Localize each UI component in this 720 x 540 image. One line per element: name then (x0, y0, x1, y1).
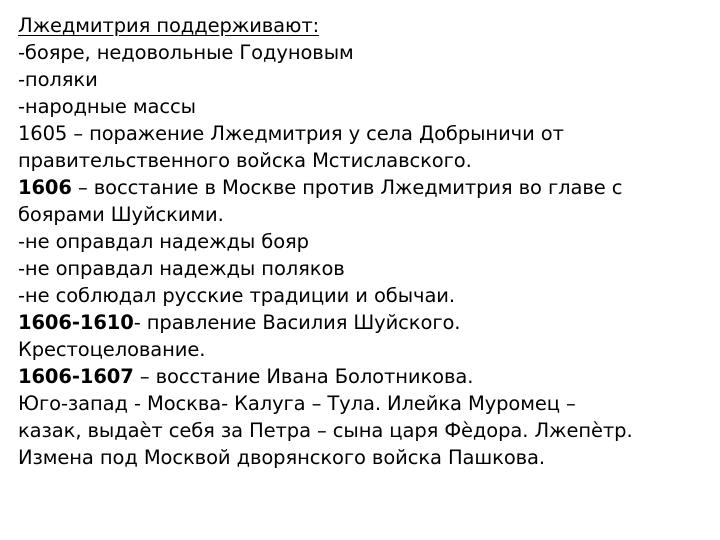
reign-years: 1606-1610 (18, 311, 134, 334)
supporter-item: -поляки (18, 68, 98, 91)
event-1605-line: 1605 – поражение Лжедмитрия у села Добрыничи от (18, 122, 564, 145)
route-line: казак, выдаѐт себя за Петра – сына царя Фѐдора. Лжепѐтр. (18, 419, 633, 442)
event-1606-line (18, 174, 710, 201)
event-1606-text: – восстание в Москве против Лжедмитрия во главе с (71, 176, 623, 199)
supporter-item: -бояре, недовольные Годуновым (18, 41, 354, 64)
reason-item: -не соблюдал русские традиции и обычаи. (18, 284, 455, 307)
uprising-text: – восстание Ивана Болотникова. (133, 365, 474, 388)
event-1606-year: 1606 (18, 176, 72, 199)
reign-line: Крестоцелование. (18, 338, 206, 361)
uprising-years: 1606-1607 (18, 365, 134, 388)
reason-item: -не оправдал надежды бояр (18, 230, 309, 253)
heading: Лжедмитрия поддерживают: (18, 14, 320, 37)
route-line: Измена под Москвой дворянского войска Пашкова. (18, 446, 545, 469)
uprising-line (18, 363, 710, 390)
event-1606-line: боярами Шуйскими. (18, 203, 224, 226)
supporter-item: -народные массы (18, 95, 196, 118)
reign-line (18, 309, 710, 336)
route-line: Юго-запад - Москва- Калуга – Тула. Илейка Муромец – (18, 392, 576, 415)
reign-text: - правление Василия Шуйского. (133, 311, 461, 334)
event-1605-line: правительственного войска Мстиславского. (18, 149, 472, 172)
reason-item: -не оправдал надежды поляков (18, 257, 345, 280)
